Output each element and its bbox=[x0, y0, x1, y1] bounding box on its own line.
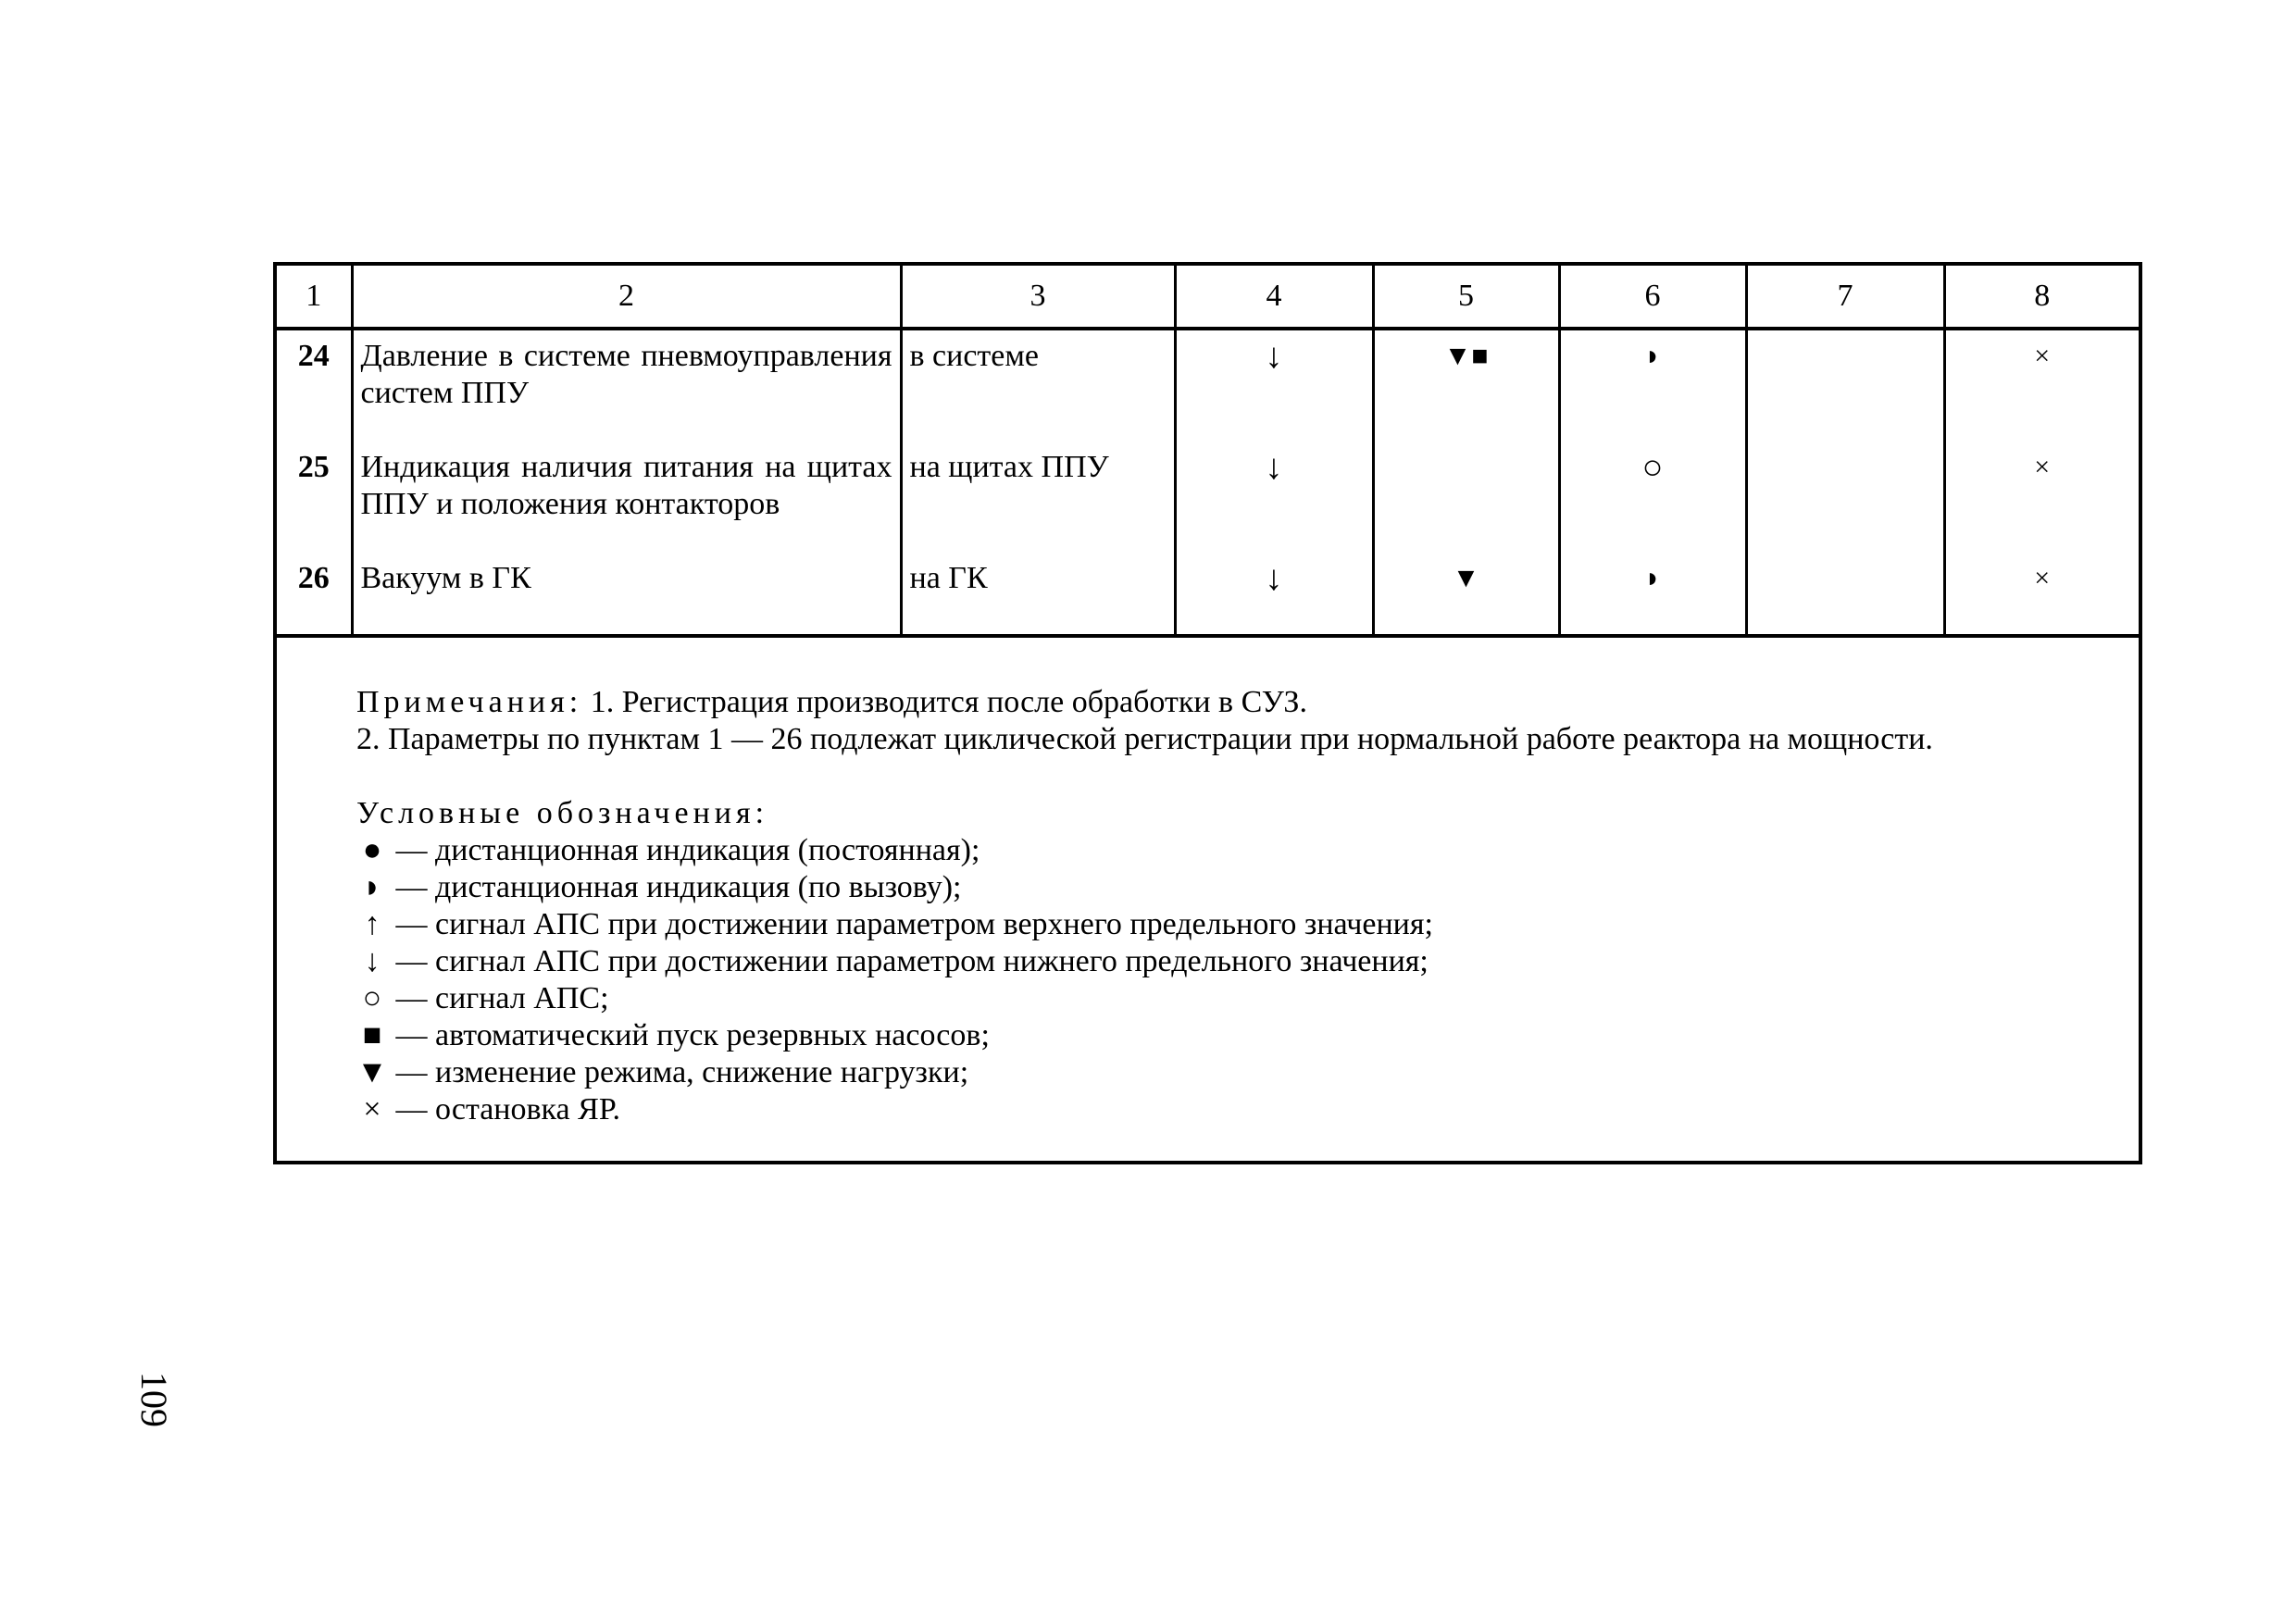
legend-text: — сигнал АПС при достижении параметром нижнего предельного значения; bbox=[388, 944, 1429, 978]
legend-item bbox=[356, 1054, 2139, 1091]
measurement-location: на ГК bbox=[909, 561, 988, 595]
column-parameter bbox=[352, 329, 901, 636]
note-2: 2. Параметры по пунктам 1 — 26 подлежат циклической регистрации при нормальной работе реактора на мощности. bbox=[356, 722, 1933, 756]
column-header: 5 bbox=[1373, 264, 1559, 329]
parameter-name: Давление в системе пневмоуправления систем ППУ bbox=[360, 339, 892, 410]
filled-circle-icon: ● bbox=[362, 833, 382, 867]
column-5 bbox=[1373, 329, 1559, 636]
empty-cell bbox=[1748, 560, 1943, 634]
column-header: 4 bbox=[1175, 264, 1373, 329]
empty-cell bbox=[1748, 449, 1943, 560]
legend-heading: Условные обозначения: bbox=[356, 796, 769, 830]
column-header: 2 bbox=[352, 264, 901, 329]
notes-cell bbox=[275, 636, 2140, 1163]
column-location bbox=[901, 329, 1175, 636]
half-circle-icon: ◗ bbox=[1643, 341, 1662, 371]
legend-item bbox=[356, 832, 2139, 869]
legend-item bbox=[356, 869, 2139, 906]
table-header-row bbox=[275, 264, 2140, 329]
notes-row bbox=[275, 636, 2140, 1163]
legend-text: — дистанционная индикация (по вызову); bbox=[388, 870, 962, 904]
legend-text: — изменение режима, снижение нагрузки; bbox=[388, 1055, 969, 1089]
low-limit-alarm-icon: ↓ bbox=[1265, 559, 1283, 598]
legend-text: — автоматический пуск резервных насосов; bbox=[388, 1018, 990, 1052]
row-number: 26 bbox=[297, 561, 330, 595]
table-body-rows bbox=[275, 329, 2140, 636]
legend-item bbox=[356, 943, 2139, 980]
column-number bbox=[275, 329, 352, 636]
mode-change-pump-start-icon: ▼■ bbox=[1443, 341, 1489, 371]
parameters-table bbox=[273, 262, 2142, 1164]
legend-text: — сигнал АПС; bbox=[388, 981, 609, 1015]
column-6 bbox=[1559, 329, 1746, 636]
measurement-location: на щитах ППУ bbox=[909, 450, 1109, 484]
cross-icon: × bbox=[363, 1092, 381, 1126]
legend-item bbox=[356, 1017, 2139, 1054]
legend-item bbox=[356, 1091, 2139, 1128]
filled-square-icon: ■ bbox=[362, 1018, 382, 1052]
legend-item bbox=[356, 980, 2139, 1017]
arrow-up-icon: ↑ bbox=[364, 907, 381, 941]
note-1: 1. Регистрация производится после обработки в СУЗ. bbox=[590, 685, 1307, 719]
notes-block bbox=[277, 638, 2139, 1128]
row-number: 24 bbox=[297, 339, 330, 373]
legend-text: — дистанционная индикация (постоянная); bbox=[388, 833, 980, 867]
column-8 bbox=[1944, 329, 2140, 636]
arrow-down-icon: ↓ bbox=[364, 944, 381, 978]
column-header: 8 bbox=[1944, 264, 2140, 329]
mode-change-icon: ▼ bbox=[1452, 563, 1480, 593]
legend-text: — сигнал АПС при достижении параметром верхнего предельного значения; bbox=[388, 907, 1433, 941]
notes-heading: Примечания: bbox=[356, 685, 583, 719]
column-7 bbox=[1746, 329, 1944, 636]
column-header: 3 bbox=[901, 264, 1175, 329]
circle-outline-icon: ○ bbox=[1641, 448, 1664, 487]
row-number: 25 bbox=[297, 450, 330, 484]
column-header: 7 bbox=[1746, 264, 1944, 329]
page-number: 109 bbox=[133, 1372, 175, 1427]
half-circle-icon: ◗ bbox=[1643, 563, 1662, 593]
half-circle-icon: ◗ bbox=[362, 870, 382, 904]
shutdown-cross-icon: × bbox=[2034, 452, 2051, 482]
circle-outline-icon: ○ bbox=[362, 981, 382, 1015]
empty-cell bbox=[1375, 449, 1558, 560]
notes-line-1 bbox=[356, 684, 2139, 721]
legend-text: — остановка ЯР. bbox=[388, 1092, 620, 1126]
low-limit-alarm-icon: ↓ bbox=[1265, 337, 1283, 376]
column-4 bbox=[1175, 329, 1373, 636]
empty-cell bbox=[1748, 338, 1943, 449]
column-header: 6 bbox=[1559, 264, 1746, 329]
shutdown-cross-icon: × bbox=[2034, 341, 2051, 371]
measurement-location: в системе bbox=[909, 339, 1039, 373]
parameter-name: Вакуум в ГК bbox=[360, 561, 531, 595]
column-header: 1 bbox=[275, 264, 352, 329]
legend-item bbox=[356, 906, 2139, 943]
down-triangle-icon: ▼ bbox=[356, 1055, 388, 1089]
parameter-name: Индикация наличия питания на щитах ППУ и положения контакторов bbox=[360, 450, 892, 521]
low-limit-alarm-icon: ↓ bbox=[1265, 448, 1283, 487]
shutdown-cross-icon: × bbox=[2034, 563, 2051, 593]
